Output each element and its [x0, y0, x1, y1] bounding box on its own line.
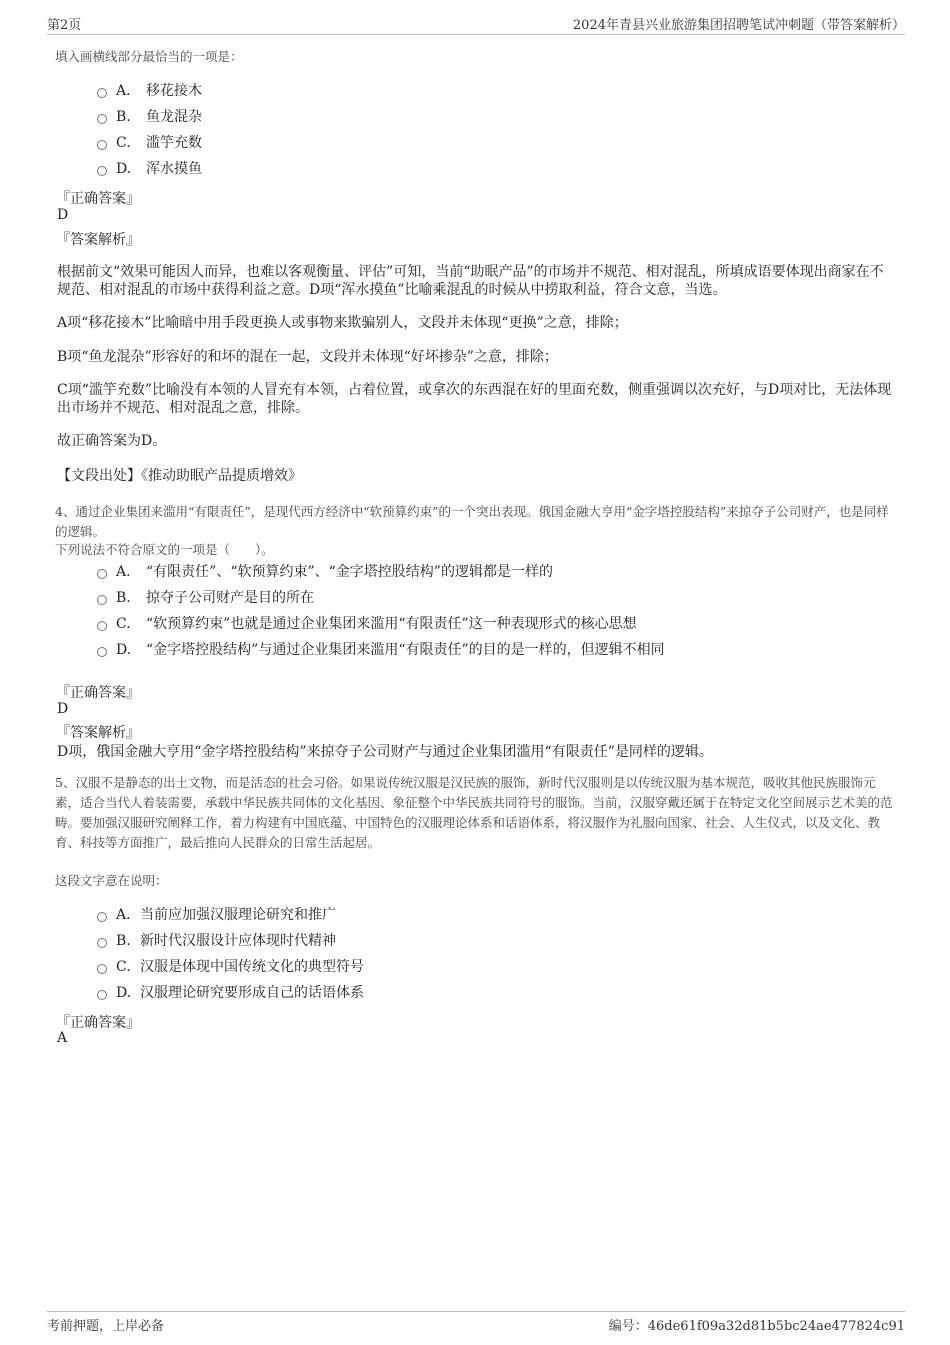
q4-analysis-label: 『答案解析』: [56, 725, 140, 741]
radio-icon[interactable]: [97, 964, 107, 974]
radio-icon[interactable]: [97, 595, 107, 605]
q3-analysis-para-3: B项“鱼龙混杂”形容好的和坏的混在一起，文段并未体现“好坏掺杂”之意，排除；: [57, 349, 558, 365]
radio-icon[interactable]: [97, 938, 107, 948]
q4-analysis: D项，俄国金融大亨用“金字塔控股结构”来掠夺子公司财产与通过企业集团滥用“有限责任”是同样的逻辑。: [57, 744, 713, 760]
radio-icon[interactable]: [97, 140, 107, 150]
radio-icon[interactable]: [97, 647, 107, 657]
q5-option-a[interactable]: A．当前应加强汉服理论研究和推广: [97, 905, 336, 925]
q3-analysis-para-5: 故正确答案为D。: [57, 433, 167, 449]
q3-analysis-label: 『答案解析』: [56, 232, 140, 248]
q3-stem: 填入画横线部分最恰当的一项是：: [55, 49, 243, 64]
q4-option-d[interactable]: D. “金字塔控股结构”与通过企业集团来滥用“有限责任”的目的是一样的，但逻辑不相同: [97, 640, 665, 660]
q5-option-b[interactable]: B. 新时代汉服设计应体现时代精神: [97, 931, 336, 951]
radio-icon[interactable]: [97, 569, 107, 579]
q4-option-a[interactable]: A． “有限责任”、“软预算约束”、“金字塔控股结构”的逻辑都是一样的: [97, 562, 553, 582]
radio-icon[interactable]: [97, 114, 107, 124]
q3-analysis-para-2: A项“移花接木”比喻暗中用手段更换人或事物来欺骗别人，文段并未体现“更换”之意，排除；: [57, 315, 628, 331]
q3-analysis-para-4: C项“滥竽充数”比喻没有本领的人冒充有本领，占着位置，或拿次的东西混在好的里面充数，侧重强调以次充好，与D项对比，无法体现出市场并不规范、相对混乱之意，排除。: [57, 382, 892, 416]
q5-answer-label: 『正确答案』: [56, 1015, 140, 1031]
q3-analysis-para-1: 根据前文“效果可能因人而异，也难以客观衡量、评估”可知，当前“助眠产品”的市场并不规范、相对混乱，所填成语要体现出商家在不规范、相对混乱的市场中获得利益之意。D项“浑水摸鱼”比喻乘混乱的时候从中捞取利益，符合文意，当选。: [57, 264, 884, 298]
q5-answer: A: [57, 1030, 68, 1046]
page-header: [47, 14, 905, 35]
q5-stem: 5、汉服不是静态的出土文物，而是活态的社会习俗。如果说传统汉服是汉民族的服饰，新时代汉服则是以传统汉服为基本规范，吸收其他民族服饰元素，适合当代人着装需要，承载中华民族共同体的文化基因、象征整个中华民族共同符号的服饰。当前，汉服穿戴还属于在特定文化空间展示艺术美的范畴。要加强汉服研究阐释工作，着力构建有中国底蕴、中国特色的汉服理论体系和话语体系，将汉服作为礼服向国家、社会、人生仪式，以及文化、教育、科技等方面推广，最后推向人民群众的日常生活起居。: [55, 775, 893, 850]
page-footer: [47, 1311, 905, 1336]
radio-icon[interactable]: [97, 912, 107, 922]
document-code: 编号：46de61f09a32d81b5bc24ae477824c91: [608, 1319, 905, 1334]
footer-slogan: 考前押题，上岸必备: [47, 1319, 165, 1334]
document-title: 2024年青县兴业旅游集团招聘笔试冲刺题（带答案解析）: [572, 18, 905, 33]
q3-answer: D: [57, 207, 69, 223]
q5-option-c[interactable]: C. 汉服是体现中国传统文化的典型符号: [97, 957, 364, 977]
q4-option-b[interactable]: B. 掠夺子公司财产是目的所在: [97, 588, 314, 608]
q3-option-d[interactable]: D. 浑水摸鱼: [97, 159, 202, 179]
q4-option-c[interactable]: C. “软预算约束”也就是通过企业集团来滥用“有限责任”这一种表现形式的核心思想: [97, 614, 637, 634]
radio-icon[interactable]: [97, 621, 107, 631]
radio-icon[interactable]: [97, 88, 107, 98]
q4-answer: D: [57, 701, 69, 717]
q4-answer-label: 『正确答案』: [56, 685, 140, 701]
q3-option-b[interactable]: B. 鱼龙混杂: [97, 107, 202, 127]
q3-option-a[interactable]: A． 移花接木: [97, 81, 202, 101]
q3-answer-label: 『正确答案』: [56, 191, 140, 207]
q5-prompt: 这段文字意在说明：: [55, 873, 168, 888]
q3-source: 【文段出处】《推动助眠产品提质增效》: [57, 468, 302, 484]
q4-prompt: 下列说法不符合原文的一项是（ ）。: [55, 542, 274, 557]
q5-option-d[interactable]: D. 汉服理论研究要形成自己的话语体系: [97, 983, 364, 1003]
q4-stem: 4、通过企业集团来滥用“有限责任”，是现代西方经济中“软预算约束”的一个突出表现。俄国金融大亨用“金字塔控股结构”来掠夺子公司财产，也是同样的逻辑。: [55, 504, 889, 539]
radio-icon[interactable]: [97, 166, 107, 176]
page-number: 第2页: [47, 18, 82, 33]
q3-option-c[interactable]: C. 滥竽充数: [97, 133, 202, 153]
radio-icon[interactable]: [97, 990, 107, 1000]
